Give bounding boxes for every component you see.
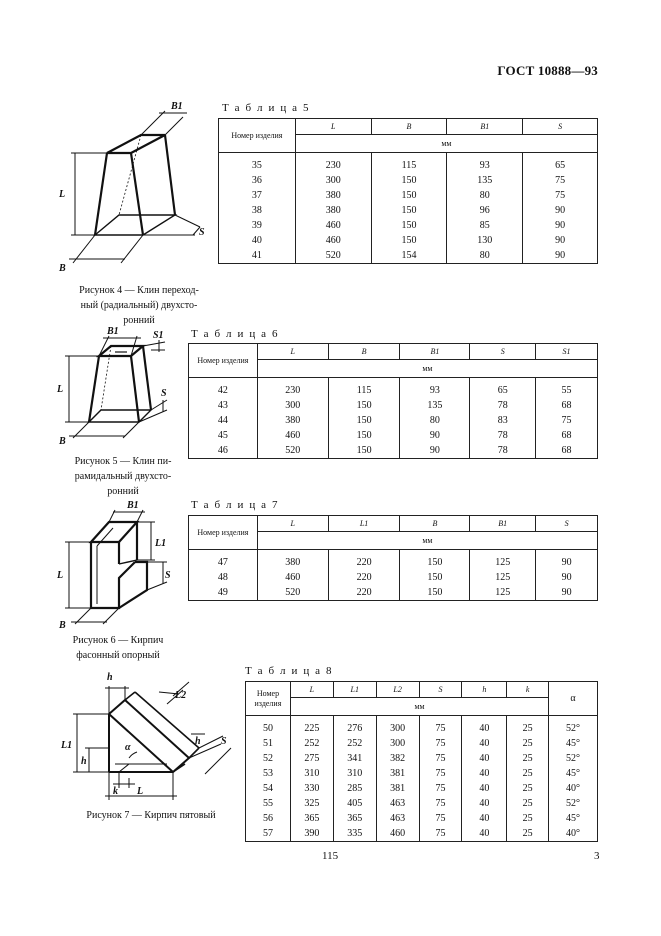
table-cell: 51 — [246, 736, 291, 751]
table-6-head-number: Номер изделия — [189, 344, 258, 378]
table-cell: 460 — [257, 570, 328, 585]
caption-line: Рисунок 5 — Клин пи- — [74, 456, 172, 467]
table-5 — [218, 118, 598, 264]
table-cell: 90 — [523, 218, 598, 233]
figure-4-label-b1: B1 — [171, 101, 183, 112]
table-cell: 90 — [400, 428, 470, 443]
figure-4-label-b: B — [59, 263, 66, 274]
table-cell: 25 — [507, 811, 549, 826]
table-cell: 75 — [419, 766, 462, 781]
table-cell: 150 — [328, 398, 400, 413]
page-number: 3 — [594, 850, 600, 862]
table-cell: 90 — [536, 585, 598, 601]
table-5-head-number: Номер изделия — [219, 119, 296, 153]
figure-7-label-s: S — [221, 736, 227, 747]
figure-5-label-s1: S1 — [153, 330, 164, 341]
caption-line: ный (радиальный) двухсто- — [80, 300, 198, 311]
table-cell: 45 — [189, 428, 258, 443]
table-cell: 65 — [470, 383, 536, 398]
table-cell: 225 — [290, 721, 333, 736]
table-cell: 75 — [419, 796, 462, 811]
table-cell: 90 — [523, 233, 598, 248]
figure-5-label-b1: B1 — [107, 326, 119, 337]
table-6 — [188, 343, 598, 459]
figure-5-label-b: B — [59, 436, 66, 447]
table-cell: 341 — [333, 751, 376, 766]
table-cell: 80 — [447, 188, 523, 203]
table-6-unit: мм — [257, 360, 597, 378]
table-cell: 45° — [549, 766, 598, 781]
table-cell: 75 — [419, 721, 462, 736]
table-cell: 43 — [189, 398, 258, 413]
table-cell: 310 — [290, 766, 333, 781]
table-cell: 150 — [371, 188, 447, 203]
table-cell: 90 — [536, 555, 598, 570]
figure-5-label-s: S — [161, 388, 167, 399]
table-cell: 41 — [219, 248, 296, 264]
figure-7-label-l1: L1 — [61, 740, 73, 751]
figure-7-label-l: L — [137, 786, 144, 797]
table-cell: 46 — [189, 443, 258, 459]
table-cell: 330 — [290, 781, 333, 796]
table-cell: 40° — [549, 826, 598, 842]
table-cell: 220 — [328, 570, 400, 585]
table-8-caption: Т а б л и ц а 8 — [245, 665, 334, 677]
table-row — [219, 248, 598, 264]
table-row — [219, 158, 598, 173]
table-cell: 75 — [419, 781, 462, 796]
table-cell: 252 — [333, 736, 376, 751]
table-7-head-b1: B1 — [470, 516, 536, 532]
table-cell: 130 — [447, 233, 523, 248]
figure-6-drawing — [55, 498, 185, 633]
table-cell: 382 — [376, 751, 419, 766]
table-cell: 220 — [328, 585, 400, 601]
figure-7-label-h2: h — [195, 736, 201, 747]
table-cell: 93 — [400, 383, 470, 398]
table-cell: 25 — [507, 796, 549, 811]
table-cell: 125 — [470, 570, 536, 585]
table-7-head-number: Номер изделия — [189, 516, 258, 550]
table-5-head-b1: B1 — [447, 119, 523, 135]
table-cell: 75 — [536, 413, 598, 428]
table-row — [219, 173, 598, 188]
table-7 — [188, 515, 598, 601]
table-cell: 300 — [376, 736, 419, 751]
figure-4-label-s: S — [199, 227, 205, 238]
table-cell: 135 — [400, 398, 470, 413]
table-cell: 90 — [400, 443, 470, 459]
table-cell: 55 — [246, 796, 291, 811]
caption-line: Рисунок 6 — Кирпич — [72, 635, 164, 646]
table-cell: 150 — [371, 173, 447, 188]
table-row — [246, 781, 598, 796]
table-cell: 380 — [295, 203, 371, 218]
table-cell: 25 — [507, 781, 549, 796]
figure-5-label-l: L — [57, 384, 64, 395]
table-cell: 276 — [333, 721, 376, 736]
table-cell: 220 — [328, 555, 400, 570]
table-cell: 115 — [371, 158, 447, 173]
table-cell: 25 — [507, 721, 549, 736]
table-cell: 52° — [549, 721, 598, 736]
table-row — [246, 826, 598, 842]
table-8-head-k: k — [507, 682, 549, 698]
table-cell: 25 — [507, 826, 549, 842]
table-row — [189, 555, 598, 570]
table-cell: 300 — [376, 721, 419, 736]
table-7-head-l: L — [257, 516, 328, 532]
table-row — [189, 443, 598, 459]
table-cell: 150 — [400, 585, 470, 601]
table-row — [219, 188, 598, 203]
table-row — [219, 203, 598, 218]
figure-6-label-s: S — [165, 570, 171, 581]
table-row — [246, 721, 598, 736]
table-cell: 365 — [290, 811, 333, 826]
table-8-head-s: S — [419, 682, 462, 698]
caption-line: фасонный опорный — [76, 650, 160, 661]
table-8-head-h: h — [462, 682, 507, 698]
table-cell: 40 — [462, 781, 507, 796]
table-cell: 90 — [536, 570, 598, 585]
table-cell: 25 — [507, 736, 549, 751]
table-cell: 38 — [219, 203, 296, 218]
table-6-caption: Т а б л и ц а 6 — [191, 328, 280, 340]
table-cell: 150 — [328, 428, 400, 443]
table-cell: 380 — [257, 413, 328, 428]
table-cell: 154 — [371, 248, 447, 264]
table-cell: 150 — [328, 413, 400, 428]
table-8-head-l1: L1 — [333, 682, 376, 698]
table-row — [189, 398, 598, 413]
table-cell: 90 — [523, 248, 598, 264]
table-6-head-s: S — [470, 344, 536, 360]
table-cell: 52 — [246, 751, 291, 766]
table-cell: 35 — [219, 158, 296, 173]
table-row — [246, 736, 598, 751]
table-cell: 40 — [219, 233, 296, 248]
table-row — [189, 570, 598, 585]
table-cell: 78 — [470, 428, 536, 443]
table-row — [189, 383, 598, 398]
table-row — [189, 585, 598, 601]
table-cell: 325 — [290, 796, 333, 811]
table-5-head-s: S — [523, 119, 598, 135]
table-cell: 75 — [523, 188, 598, 203]
table-cell: 47 — [189, 555, 258, 570]
table-cell: 520 — [257, 443, 328, 459]
table-cell: 80 — [400, 413, 470, 428]
table-cell: 115 — [328, 383, 400, 398]
table-cell: 300 — [257, 398, 328, 413]
table-7-head-b: B — [400, 516, 470, 532]
table-8 — [245, 681, 598, 842]
table-cell: 42 — [189, 383, 258, 398]
figure-4-label-l: L — [59, 189, 66, 200]
table-cell: 93 — [447, 158, 523, 173]
table-cell: 150 — [400, 555, 470, 570]
table-cell: 405 — [333, 796, 376, 811]
table-cell: 150 — [371, 203, 447, 218]
table-cell: 83 — [470, 413, 536, 428]
table-7-caption: Т а б л и ц а 7 — [191, 499, 280, 511]
table-row — [219, 233, 598, 248]
table-cell: 365 — [333, 811, 376, 826]
table-cell: 230 — [295, 158, 371, 173]
table-cell: 150 — [400, 570, 470, 585]
table-cell: 54 — [246, 781, 291, 796]
document-code: ГОСТ 10888—93 — [497, 63, 598, 78]
table-cell: 40 — [462, 796, 507, 811]
table-5-caption: Т а б л и ц а 5 — [222, 102, 311, 114]
table-cell: 40 — [462, 736, 507, 751]
figure-6-label-b1: B1 — [127, 500, 139, 511]
table-row — [246, 811, 598, 826]
table-cell: 310 — [333, 766, 376, 781]
table-cell: 381 — [376, 781, 419, 796]
figure-7-label-alpha: α — [125, 742, 131, 753]
figure-7-caption — [72, 808, 230, 823]
table-6-head-b1: B1 — [400, 344, 470, 360]
caption-line: ронний — [123, 315, 155, 326]
table-cell: 75 — [419, 826, 462, 842]
table-cell: 37 — [219, 188, 296, 203]
table-7-head-s: S — [536, 516, 598, 532]
table-5-head-l: L — [295, 119, 371, 135]
table-cell: 285 — [333, 781, 376, 796]
table-cell: 49 — [189, 585, 258, 601]
table-row — [189, 413, 598, 428]
table-cell: 36 — [219, 173, 296, 188]
table-cell: 520 — [295, 248, 371, 264]
table-cell: 45° — [549, 736, 598, 751]
table-cell: 300 — [295, 173, 371, 188]
table-cell: 78 — [470, 398, 536, 413]
table-cell: 96 — [447, 203, 523, 218]
table-cell: 68 — [536, 428, 598, 443]
table-row — [189, 428, 598, 443]
table-cell: 45° — [549, 811, 598, 826]
table-5-head-b: B — [371, 119, 447, 135]
figure-7-label-k: k — [113, 786, 118, 797]
table-cell: 25 — [507, 751, 549, 766]
table-cell: 75 — [419, 811, 462, 826]
table-cell: 460 — [376, 826, 419, 842]
table-cell: 85 — [447, 218, 523, 233]
table-6-head-l: L — [257, 344, 328, 360]
caption-line: ронний — [107, 486, 139, 497]
table-cell: 460 — [295, 218, 371, 233]
table-8-unit: мм — [290, 698, 548, 716]
figure-5-drawing — [55, 322, 185, 452]
table-6-head-b: B — [328, 344, 400, 360]
table-cell: 335 — [333, 826, 376, 842]
figure-6-caption — [55, 633, 181, 663]
caption-line: Рисунок 7 — Кирпич пятовый — [86, 810, 216, 821]
table-cell: 150 — [371, 218, 447, 233]
table-cell: 78 — [470, 443, 536, 459]
table-cell: 252 — [290, 736, 333, 751]
table-cell: 390 — [290, 826, 333, 842]
table-cell: 48 — [189, 570, 258, 585]
table-7-unit: мм — [257, 532, 597, 550]
table-row — [246, 766, 598, 781]
table-cell: 40° — [549, 781, 598, 796]
table-cell: 40 — [462, 766, 507, 781]
table-cell: 380 — [257, 555, 328, 570]
figure-7-label-h-top: h — [107, 672, 113, 683]
table-6-head-s1: S1 — [536, 344, 598, 360]
table-cell: 40 — [462, 721, 507, 736]
table-cell: 275 — [290, 751, 333, 766]
table-cell: 52° — [549, 751, 598, 766]
table-cell: 44 — [189, 413, 258, 428]
table-cell: 135 — [447, 173, 523, 188]
table-cell: 40 — [462, 811, 507, 826]
figure-6-label-b: B — [59, 620, 66, 631]
table-cell: 230 — [257, 383, 328, 398]
figure-6-label-l1: L1 — [155, 538, 167, 549]
figure-7-label-h: h — [81, 756, 87, 767]
table-cell: 52° — [549, 796, 598, 811]
table-cell: 40 — [462, 751, 507, 766]
table-cell: 56 — [246, 811, 291, 826]
table-8-head-number: Номер изделия — [246, 682, 291, 716]
table-cell: 50 — [246, 721, 291, 736]
figure-7-drawing — [55, 668, 235, 808]
table-cell: 460 — [257, 428, 328, 443]
table-row — [246, 751, 598, 766]
table-cell: 25 — [507, 766, 549, 781]
table-cell: 463 — [376, 811, 419, 826]
table-cell: 125 — [470, 585, 536, 601]
table-cell: 150 — [371, 233, 447, 248]
table-8-head-l2: L2 — [376, 682, 419, 698]
table-row — [246, 796, 598, 811]
table-cell: 90 — [523, 203, 598, 218]
table-cell: 75 — [419, 736, 462, 751]
table-5-unit: мм — [295, 135, 597, 153]
figure-6-label-l: L — [57, 570, 64, 581]
table-row — [219, 218, 598, 233]
figure-5-caption — [58, 454, 188, 499]
table-7-head-l1: L1 — [328, 516, 400, 532]
table-cell: 150 — [328, 443, 400, 459]
table-cell: 125 — [470, 555, 536, 570]
table-8-head-alpha: α — [549, 682, 598, 716]
table-cell: 80 — [447, 248, 523, 264]
table-cell: 68 — [536, 398, 598, 413]
table-8-head-l: L — [290, 682, 333, 698]
table-cell: 57 — [246, 826, 291, 842]
table-cell: 40 — [462, 826, 507, 842]
table-cell: 55 — [536, 383, 598, 398]
table-cell: 463 — [376, 796, 419, 811]
figure-4-drawing — [55, 95, 220, 280]
table-cell: 381 — [376, 766, 419, 781]
table-cell: 53 — [246, 766, 291, 781]
document-number: 115 — [322, 850, 339, 862]
table-cell: 75 — [419, 751, 462, 766]
table-cell: 380 — [295, 188, 371, 203]
table-cell: 39 — [219, 218, 296, 233]
caption-line: Рисунок 4 — Клин переход- — [79, 285, 199, 296]
figure-7-label-l2: L2 — [175, 690, 187, 701]
table-cell: 520 — [257, 585, 328, 601]
table-cell: 75 — [523, 173, 598, 188]
table-cell: 65 — [523, 158, 598, 173]
table-cell: 460 — [295, 233, 371, 248]
table-cell: 68 — [536, 443, 598, 459]
caption-line: рамидальный двухсто- — [74, 471, 172, 482]
